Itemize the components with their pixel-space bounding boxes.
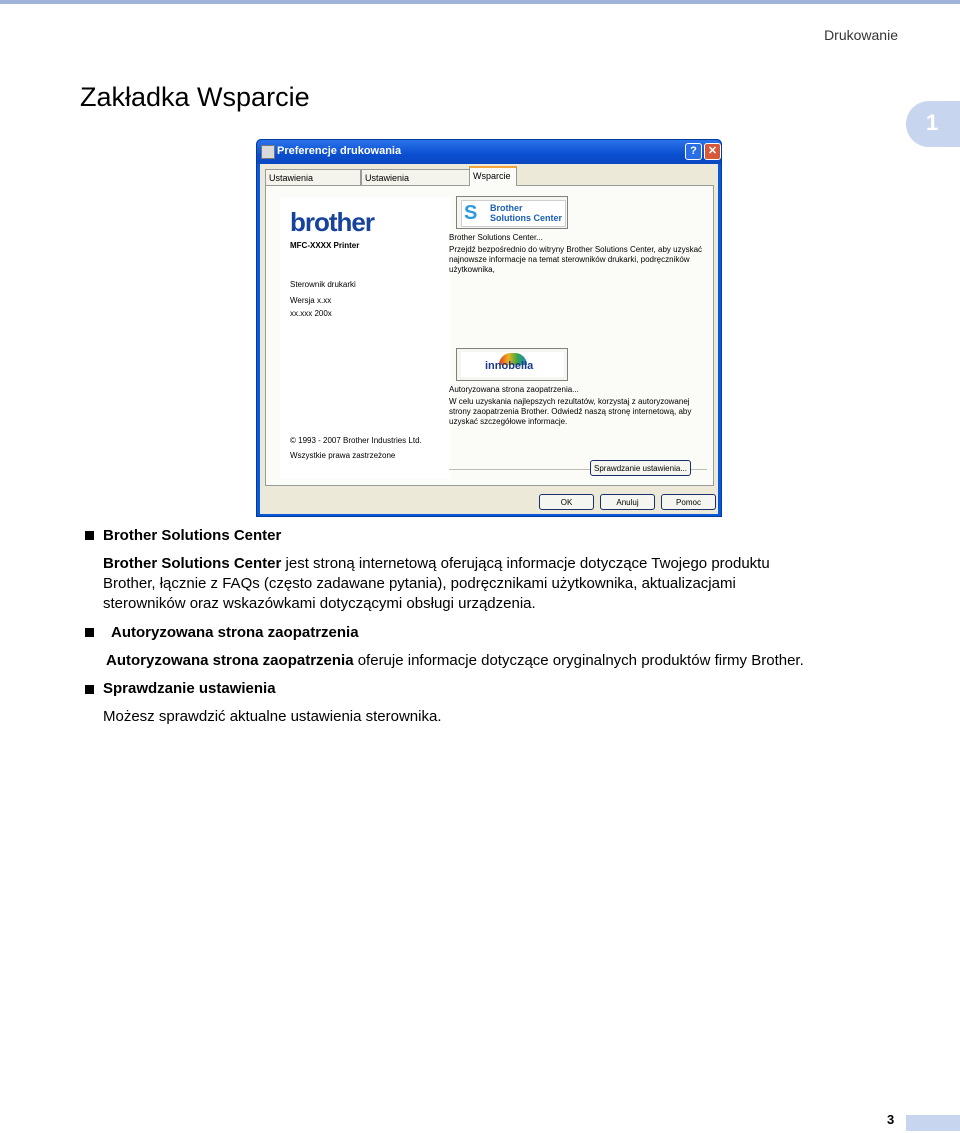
innobella-text: innobella [485, 360, 534, 372]
support-panel [265, 185, 714, 486]
section-heading: Brother Solutions Center [103, 527, 282, 544]
bold-lead: Brother Solutions Center [103, 555, 282, 572]
section-paragraph-line: Możesz sprawdzić aktualne ustawienia sterownika. [103, 708, 442, 725]
dialog-titlebar [257, 140, 721, 164]
section-paragraph-line [106, 651, 804, 671]
top-rule [0, 0, 960, 4]
page-number: 3 [887, 1112, 895, 1127]
text-run: oferuje informacje dotyczące oryginalnych produktów firmy Brother. [353, 652, 804, 669]
brother-solutions-center-button[interactable] [456, 196, 568, 229]
bullet-square [85, 531, 94, 540]
s-swirl-icon: S [464, 202, 478, 224]
close-button[interactable]: ✕ [704, 143, 721, 160]
tab-advanced[interactable]: Ustawienia [361, 169, 470, 185]
driver-version: Wersja x.xx [290, 296, 332, 305]
bsc-title: Brother Solutions Center... [449, 233, 543, 242]
print-preferences-dialog [256, 139, 722, 517]
dialog-body [260, 164, 718, 514]
bold-lead: Autoryzowana strona zaopatrzenia [106, 652, 354, 669]
page-title: Zakładka Wsparcie [80, 82, 310, 112]
bsc-logo-line1: Brother [490, 203, 523, 213]
bsc-logo-line2: Solutions Center [490, 213, 563, 223]
cancel-button[interactable]: Anuluj [600, 494, 655, 510]
text-run: jest stroną internetową oferującą informacje dotyczące Twojego produktu [281, 555, 770, 572]
driver-date: xx.xxx 200x [290, 309, 332, 318]
model-name: MFC-XXXX Printer [290, 241, 360, 250]
section-paragraph-line: sterowników oraz wskazówkami dotyczącymi obsługi urządzenia. [103, 595, 536, 612]
driver-info-box [280, 197, 450, 479]
brother-logo: brother [290, 207, 374, 237]
section-paragraph-line [103, 554, 770, 574]
auth-title: Autoryzowana strona zaopatrzenia... [449, 385, 579, 394]
help-title-button[interactable]: ? [685, 143, 702, 160]
bsc-description: Przejdź bezpośrednio do witryny Brother Solutions Center, aby uzyskać najnowsze informacje na temat sterowników drukarki, podręczników użytkownika, [449, 245, 703, 274]
rights-reserved: Wszystkie prawa zastrzeżone [290, 451, 396, 460]
help-button[interactable]: Pomoc [661, 494, 716, 510]
printer-icon [261, 145, 275, 159]
chapter-number: 1 [926, 110, 939, 135]
solutions-center-logo [461, 200, 566, 227]
auth-description: W celu uzyskania najlepszych rezultatów, korzystaj z autoryzowanej strony zaopatrzenia Brother. Odwiedź naszą stronę internetową, aby uzyskać szczegółowe informacje. [449, 397, 692, 426]
ok-button[interactable]: OK [539, 494, 594, 510]
tab-basic[interactable]: Ustawienia [265, 169, 361, 185]
dialog-title: Preferencje drukowania [277, 145, 402, 157]
driver-label: Sterownik drukarki [290, 280, 356, 289]
copyright: © 1993 - 2007 Brother Industries Ltd. [290, 436, 422, 445]
section-heading: Autoryzowana strona zaopatrzenia [111, 624, 359, 641]
section-heading: Sprawdzanie ustawienia [103, 680, 276, 697]
chapter-tab [906, 101, 960, 147]
check-settings-button[interactable]: Sprawdzanie ustawienia... [590, 460, 691, 476]
section-paragraph-line: Brother, łącznie z FAQs (często zadawane pytania), podręcznikami użytkownika, aktualizacjami [103, 575, 736, 592]
tab-support[interactable]: Wsparcie [469, 166, 517, 186]
authorized-supplies-button[interactable] [456, 348, 568, 381]
running-header: Drukowanie [824, 27, 898, 43]
footer-bar [906, 1115, 960, 1131]
bullet-square [85, 628, 94, 637]
bullet-square [85, 685, 94, 694]
innobella-logo [461, 352, 564, 377]
